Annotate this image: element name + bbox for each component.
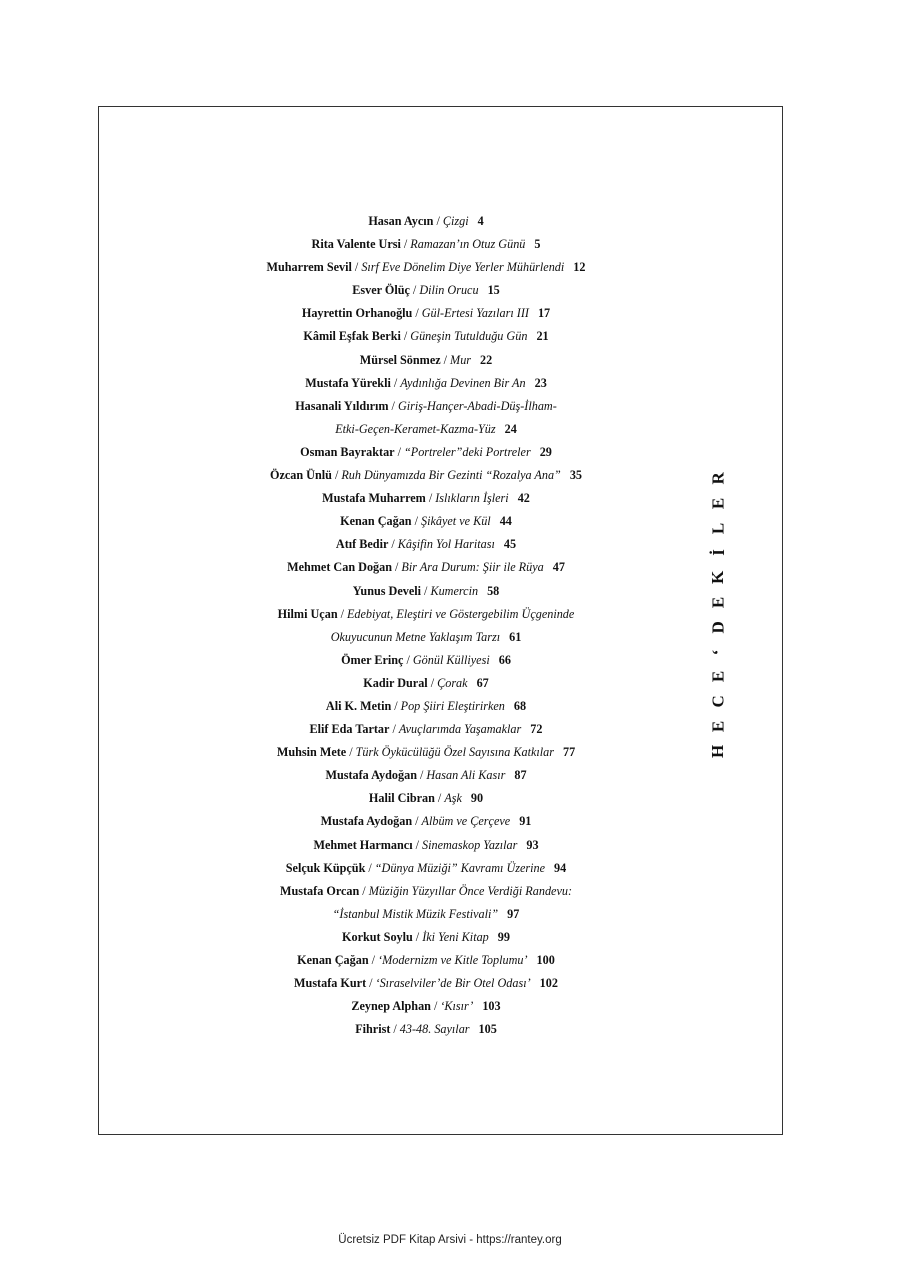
vertical-title-letter: E [708, 671, 728, 683]
toc-entry [176, 972, 676, 995]
toc-author: Hasan Aycın [368, 214, 434, 228]
toc-page-number: 58 [487, 583, 500, 598]
toc-separator: / [403, 329, 408, 344]
toc-page-number: 105 [478, 1022, 497, 1037]
toc-separator: / [419, 768, 424, 783]
toc-entry [176, 325, 676, 348]
toc-title: Ruh Dünyamızda Bir Gezinti “Rozalya Ana” [341, 468, 561, 483]
toc-title: Etki-Geçen-Keramet-Kazma-Yüz [335, 421, 496, 436]
vertical-title-letter: K [708, 570, 728, 585]
toc-title: Dilin Orucu [419, 283, 479, 298]
toc-entry [176, 302, 676, 325]
toc-title: Hasan Ali Kasır [426, 768, 506, 783]
toc-author: Mustafa Orcan [279, 883, 360, 898]
toc-page-number: 61 [509, 629, 522, 644]
toc-separator: / [391, 537, 395, 552]
toc-author: Mustafa Aydoğan [325, 768, 417, 783]
vertical-title-letter: İ [708, 549, 728, 557]
toc-separator: / [415, 814, 419, 829]
toc-separator: / [403, 237, 408, 252]
toc-page-number: 94 [554, 860, 567, 875]
toc-page-number: 87 [514, 768, 527, 783]
toc-page-number: 66 [498, 652, 511, 667]
toc-author: Mehmet Harmancı [313, 837, 413, 852]
toc-page-number: 17 [537, 306, 551, 321]
toc-entry [176, 603, 676, 626]
toc-page-number: 12 [573, 260, 586, 275]
toc-entry [176, 395, 676, 418]
toc-entry [176, 695, 676, 718]
toc-title: Islıkların İşleri [435, 491, 509, 506]
toc-separator: / [394, 698, 398, 713]
vertical-title-letter: D [708, 621, 728, 634]
toc-author: Osman Bayraktar [300, 444, 395, 459]
toc-title: “Dünya Müziği” Kavramı Üzerine [374, 860, 546, 875]
toc-page-number: 103 [482, 999, 501, 1014]
toc-title: Çorak [437, 675, 468, 690]
toc-separator: / [415, 306, 419, 321]
toc-page-number: 77 [562, 745, 576, 760]
toc-separator: / [395, 560, 399, 575]
toc-entry [176, 464, 676, 487]
toc-author: Kenan Çağan [297, 953, 369, 967]
toc-page-number: 23 [534, 375, 547, 390]
toc-page-number: 5 [534, 237, 541, 252]
toc-entry [176, 256, 676, 279]
toc-title: Gül-Ertesi Yazıları III [421, 306, 529, 321]
toc-separator: / [393, 375, 398, 390]
toc-author: Halil Cibran [368, 791, 435, 806]
vertical-title-letter: C [708, 695, 728, 708]
toc-author: Kenan Çağan [340, 514, 412, 529]
toc-entry [176, 834, 676, 857]
toc-entry [176, 857, 676, 880]
footer-text: Ücretsiz PDF Kitap Arsivi - https://rantey.org [338, 1234, 562, 1246]
toc-author: Mustafa Aydoğan [320, 814, 413, 829]
toc-page-number: 22 [480, 352, 493, 367]
toc-entry [176, 533, 676, 556]
toc-separator: / [424, 583, 428, 598]
toc-entry [176, 210, 676, 233]
toc-page-number: 29 [539, 444, 552, 459]
toc-entry [176, 949, 676, 972]
vertical-title [708, 466, 731, 764]
toc-separator: / [391, 398, 395, 413]
toc-entry [176, 995, 676, 1018]
toc-entry [176, 1018, 676, 1041]
toc-author: Mürsel Sönmez [359, 352, 441, 367]
toc-author: Özcan Ünlü [269, 468, 332, 483]
toc-entry [176, 349, 676, 372]
toc-author: Fihrist [355, 1022, 391, 1037]
toc-title: Aydınlığa Devinen Bir An [400, 375, 526, 390]
toc-page-number: 24 [504, 421, 517, 436]
toc-title: Giriş-Hançer-Abadi-Düş-İlham- [397, 398, 557, 413]
toc-title: Müziğin Yüzyıllar Önce Verdiği Randevu: [368, 883, 573, 898]
toc-title: Avuçlarımda Yaşamaklar [398, 722, 522, 737]
toc-entry [176, 718, 676, 741]
toc-page-number: 97 [507, 906, 520, 921]
toc-page-number: 90 [470, 791, 484, 806]
vertical-title-letter: ‘ [708, 649, 728, 655]
toc-author: Kadir Dural [363, 675, 428, 690]
toc-separator: / [368, 860, 372, 875]
toc-page-number: 45 [503, 537, 517, 552]
toc-page-number: 91 [519, 814, 532, 829]
toc-author: Selçuk Küpçük [285, 860, 366, 875]
toc-page-number: 44 [499, 514, 512, 529]
toc-title: Bir Ara Durum: Şiir ile Rüya [401, 560, 544, 575]
toc-title: Türk Öykücülüğü Özel Sayısına Katkılar [355, 745, 554, 760]
toc-separator: / [436, 214, 440, 228]
toc-separator: / [362, 883, 366, 898]
toc-separator: / [415, 837, 419, 852]
toc-page-number: 99 [497, 929, 510, 944]
toc-separator: / [415, 929, 420, 944]
toc-entry [176, 741, 676, 764]
toc-entry [176, 926, 676, 949]
toc-page-number: 102 [539, 976, 558, 991]
toc-entry [176, 626, 676, 649]
toc-entry [176, 233, 676, 256]
toc-entry [176, 880, 676, 903]
toc-separator: / [393, 1022, 397, 1037]
toc-page-number: 68 [513, 698, 527, 713]
toc-entry [176, 372, 676, 395]
toc-separator: / [428, 491, 433, 506]
vertical-title-letter: E [708, 497, 728, 509]
toc-page-number: 42 [517, 491, 530, 506]
toc-entry [176, 510, 676, 533]
toc-entry [176, 649, 676, 672]
toc-separator: / [433, 999, 438, 1014]
toc-page-number: 47 [552, 560, 565, 575]
toc-author: Mustafa Yürekli [305, 375, 391, 390]
toc-separator: / [349, 745, 353, 760]
toc-page-number: 21 [536, 329, 549, 344]
vertical-title-letter: R [708, 472, 728, 485]
toc-separator: / [443, 352, 448, 367]
toc-title: Sırf Eve Dönelim Diye Yerler Mühürlendi [361, 260, 565, 275]
toc-page-number: 100 [536, 953, 555, 967]
toc-entry [176, 279, 676, 302]
vertical-title-letter: E [708, 720, 728, 733]
vertical-title-letter: L [708, 522, 728, 534]
toc-title: Mur [450, 352, 472, 367]
toc-author: Yunus Develi [352, 583, 422, 598]
toc-title: Edebiyat, Eleştiri ve Göstergebilim Üçgeninde [346, 606, 575, 621]
toc-entry [176, 556, 676, 579]
toc-separator: / [430, 675, 435, 690]
toc-title: Okuyucunun Metne Yaklaşım Tarzı [330, 629, 501, 644]
toc-page-number: 15 [487, 283, 500, 298]
toc-title: Sinemaskop Yazılar [422, 837, 518, 852]
toc-entry [176, 810, 676, 833]
toc-title: ‘Modernizm ve Kitle Toplumu’ [378, 953, 528, 967]
toc-author: Mustafa Kurt [294, 976, 367, 991]
toc-separator: / [354, 260, 359, 275]
toc-entry [176, 903, 676, 926]
toc-title: “İstanbul Mistik Müzik Festivali” [332, 906, 499, 921]
toc-author: Rita Valente Ursi [311, 237, 401, 252]
toc-title: Kumercin [430, 583, 479, 598]
table-of-contents [176, 210, 676, 1041]
toc-author: Esver Ölüç [352, 283, 410, 298]
toc-author: Elif Eda Tartar [309, 722, 390, 737]
toc-title: Şikâyet ve Kül [420, 514, 491, 529]
toc-title: Güneşin Tutulduğu Gün [410, 329, 528, 344]
toc-entry [176, 580, 676, 603]
toc-title: Çizgi [442, 214, 469, 228]
toc-page-number: 72 [530, 722, 543, 737]
toc-title: ‘Sıraselviler’de Bir Otel Odası’ [375, 976, 531, 991]
toc-entry [176, 418, 676, 441]
toc-title: “Portreler”deki Portreler [403, 444, 531, 459]
toc-author: Muhsin Mete [276, 745, 347, 760]
toc-title: Ramazan’ın Otuz Günü [410, 237, 526, 252]
toc-author: Zeynep Alphan [351, 999, 431, 1014]
toc-title: Gönül Külliyesi [412, 652, 490, 667]
toc-separator: / [369, 976, 373, 991]
toc-separator: / [414, 514, 418, 529]
toc-author: Korkut Soylu [342, 929, 413, 944]
toc-title: ‘Kısır’ [440, 999, 474, 1014]
toc-page-number: 35 [569, 468, 583, 483]
toc-author: Ali K. Metin [325, 698, 392, 713]
toc-title: 43-48. Sayılar [399, 1022, 470, 1037]
toc-separator: / [334, 468, 339, 483]
toc-separator: / [340, 606, 344, 621]
toc-separator: / [371, 953, 376, 967]
toc-entry [176, 787, 676, 810]
toc-author: Hayrettin Orhanoğlu [301, 306, 413, 321]
toc-title: Aşk [444, 791, 462, 806]
toc-author: Hasanali Yıldırım [295, 398, 389, 413]
toc-entry [176, 672, 676, 695]
toc-separator: / [392, 722, 396, 737]
toc-author: Muharrem Sevil [266, 260, 352, 275]
toc-author: Hilmi Uçan [277, 606, 338, 621]
toc-page-number: 67 [476, 675, 489, 690]
toc-entry [176, 764, 676, 787]
toc-separator: / [437, 791, 442, 806]
toc-title: Kâşifin Yol Haritası [397, 537, 495, 552]
toc-title: Pop Şiiri Eleştirirken [400, 698, 505, 713]
toc-author: Atıf Bedir [335, 537, 389, 552]
toc-author: Ömer Erinç [341, 652, 404, 667]
toc-author: Mehmet Can Doğan [287, 560, 393, 575]
toc-separator: / [397, 444, 401, 459]
toc-title: Albüm ve Çerçeve [421, 814, 511, 829]
toc-entry [176, 441, 676, 464]
toc-page-number: 93 [526, 837, 539, 852]
toc-author: Mustafa Muharrem [322, 491, 426, 506]
vertical-title-letter: H [708, 744, 728, 758]
toc-separator: / [406, 652, 410, 667]
toc-author: Kâmil Eşfak Berki [303, 329, 401, 344]
vertical-title-letter: E [708, 596, 728, 609]
toc-title: İki Yeni Kitap [422, 929, 489, 944]
toc-entry [176, 487, 676, 510]
toc-page-number: 4 [477, 214, 484, 228]
toc-separator: / [412, 283, 417, 298]
